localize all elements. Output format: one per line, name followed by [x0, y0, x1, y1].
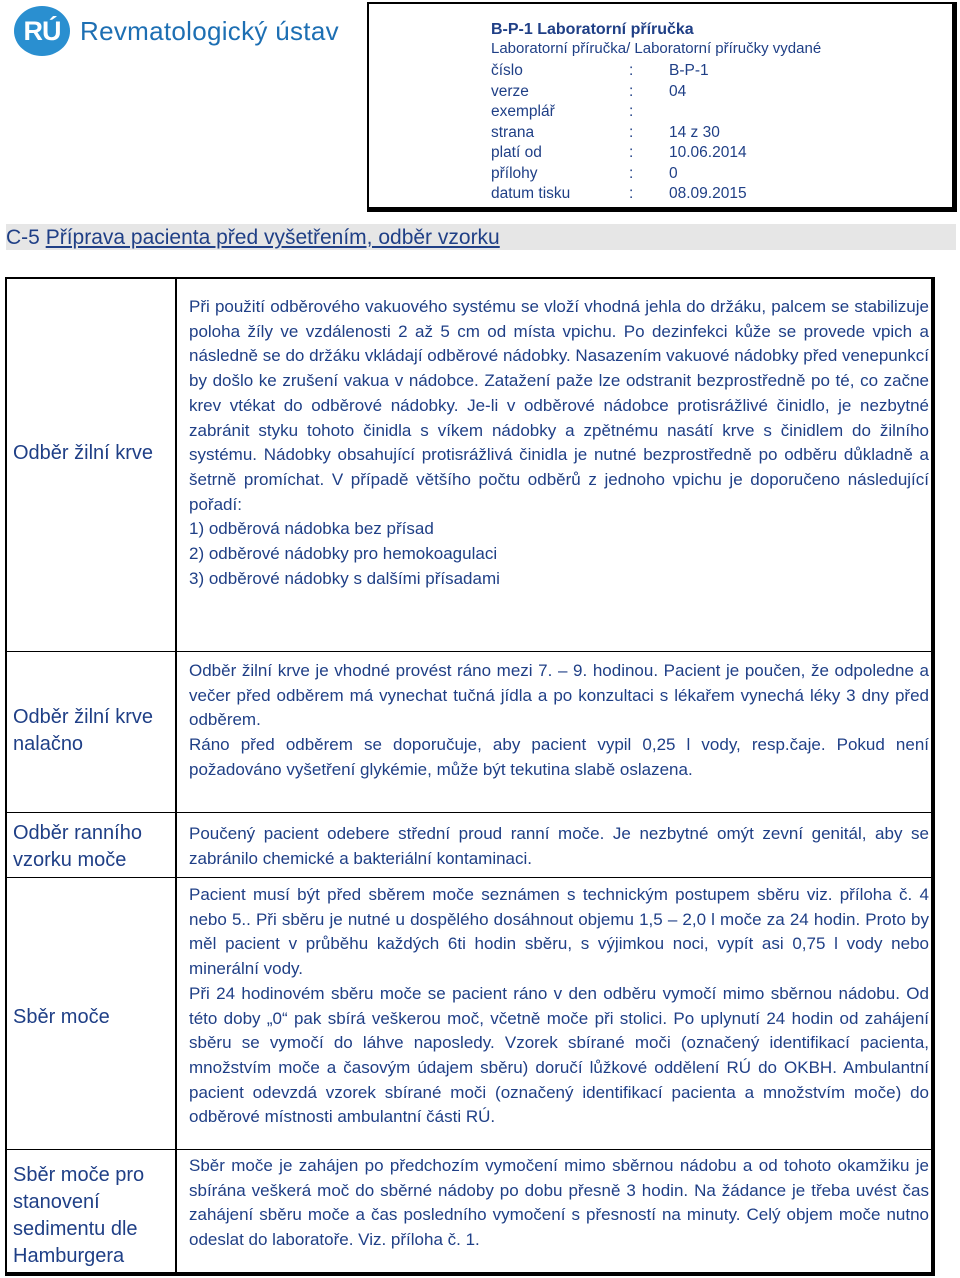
logo-name: Revmatologický ústav — [80, 15, 339, 46]
paragraph: Pacient musí být před sběrem moče seznámen s technickým postupem sběru viz. příloha č. 4 nebo 5.. Při sběru je nutné u dospělého dosáhnout objemu 1,5 – 2,0 l moče za 24 hodin. Proto by měl pacient v průběhu každých 6ti hodin sběru, s výjimkou noci, vypít asi 0,75 l vody nebo minerální vody. — [189, 885, 929, 979]
meta-value: 08.09.2015 — [669, 185, 747, 202]
meta-colon: : — [629, 123, 634, 141]
row-text-fasting-blood — [189, 659, 929, 783]
row-label-urine-collection: Sběr moče — [13, 1006, 110, 1028]
row-label-hamburger-sediment: Sběr moče pro stanovení sedimentu dle Hamburgera — [13, 1164, 145, 1267]
column-divider — [175, 279, 177, 1272]
list-item: 2) odběrové nádobky pro hemokoagulaci — [189, 544, 498, 564]
row-divider — [7, 812, 931, 813]
logo-mark: RÚ — [14, 6, 70, 56]
institute-logo — [14, 6, 339, 56]
meta-colon: : — [629, 82, 634, 100]
paragraph: Odběr žilní krve je vhodné provést ráno mezi 7. – 9. hodinou. Pacient je poučen, že odpoledne a večer před odběrem má vynechat tučná jídla a po konzultaci s lékařem vynechá léky 3 dny před odběrem. — [189, 661, 929, 730]
paragraph: Poučený pacient odebere střední proud ranní moče. Je nezbytné omýt zevní genitál, aby se zabránilo chemické a bakteriální kontaminaci. — [189, 824, 929, 868]
row-divider — [7, 1149, 931, 1150]
meta-row-prilohy — [491, 164, 952, 185]
meta-row-verze — [491, 82, 952, 103]
meta-colon: : — [629, 185, 634, 202]
meta-colon: : — [629, 144, 634, 161]
meta-row-plati-od — [491, 143, 952, 164]
row-text-morning-urine — [189, 822, 929, 871]
section-heading — [6, 226, 500, 250]
paragraph: Při 24 hodinovém sběru moče se pacient ráno v den odběru vymočí mimo sběrnou nádobu. Od této doby „0“ pak sbírá veškerou moč, včetně moče při stolici. Po uplynutí 24 hodin od zahájení sběru se vymočí do láhve naposledy. Vzorek sbírané moči (označený identifikací pacienta, množstvím moče a časovým údajem sběru) doručí lůžkové oddělení RÚ do OKBH. Ambulantní pacient odevzdá vzorek sbírané moči (označený identifikací pacienta a množstvím moče) do odběrové místnosti ambulantní části RÚ. — [189, 983, 929, 1127]
meta-value: B-P-1 — [669, 62, 709, 79]
row-label-morning-urine: Odběr ranního vzorku moče — [13, 822, 142, 871]
meta-colon: : — [629, 164, 634, 182]
list-item: 1) odběrová nádobka bez přísad — [189, 519, 434, 539]
meta-label: verze — [491, 82, 529, 100]
procedures-table — [5, 277, 935, 1276]
document-header — [367, 2, 957, 212]
document-title: B-P-1 Laboratorní příručka — [491, 21, 694, 38]
meta-value: 04 — [669, 82, 687, 100]
meta-label: exemplář — [491, 103, 555, 120]
meta-row-strana — [491, 123, 952, 144]
row-divider — [7, 877, 931, 878]
meta-value: 0 — [669, 164, 678, 182]
meta-label: číslo — [491, 62, 523, 79]
row-divider — [7, 651, 931, 652]
paragraph: Sběr moče je zahájen po předchozím vymočení mimo sběrnou nádobu a od tohoto okamžiku je sbírána veškerá moč do sběrné nádoby po dobu přesně 3 hodin. Na žádance je třeba uvést čas zahájení sběru moče a čas posledního vymočení s přesností na minuty. Celý objem moče nutno odeslat do laboratoře. Viz. příloha č. 1. — [189, 1156, 929, 1250]
section-code: C-5 — [6, 226, 46, 249]
row-text-urine-collection — [189, 883, 929, 1130]
meta-value: 14 z 30 — [669, 123, 720, 141]
meta-label: strana — [491, 123, 535, 141]
paragraph: Ráno před odběrem se doporučuje, aby pacient vypil 0,25 l vody, resp.čaje. Pokud není požadováno vyšetření glykémie, může být tekutina slabě oslazena. — [189, 735, 929, 779]
meta-value: 10.06.2014 — [669, 144, 747, 161]
meta-label: platí od — [491, 144, 542, 161]
row-text-hamburger-sediment — [189, 1154, 929, 1253]
meta-label: datum tisku — [491, 185, 571, 202]
row-text-venous-blood — [189, 295, 929, 591]
row-label-fasting-blood: Odběr žilní krve nalačno — [13, 706, 154, 755]
meta-label: přílohy — [491, 164, 538, 182]
paragraph: Při použití odběrového vakuového systému se vloží vhodná jehla do držáku, palcem se stabilizuje poloha žíly ve vzdálenosti 2 až 5 cm od místa vpichu. Po dezinfekci kůže se provede vpich a následně se do držáku vkládají odběrové nádobky. Nasazením vakuové nádobky před venepunkcí by došlo ke zrušení vakua v nádobce. Zatažení paže lze odstranit bezprostředně po té, co začne krev vtékat do odběrové nádobky. Je-li v odběrové nádobce protisrážlivé činidlo, je nezbytné zabránit styku tohoto činidla s víkem nádobky a zpětnému nasátí krve s činidlem do žilního systému. Nádobky obsahující protisrážlivá činidla je nutné bezprostředně po odběru důkladně a šetrně promíchat. V případě většího počtu odběrů z jednoho vpichu je doporučeno následující pořadí: — [189, 297, 929, 514]
document-subtitle: Laboratorní příručka/ Laboratorní příručky vydané — [491, 40, 822, 57]
meta-row-exemplar — [491, 102, 952, 123]
list-item: 3) odběrové nádobky s dalšími přísadami — [189, 568, 500, 588]
meta-row-cislo — [491, 61, 952, 82]
meta-colon: : — [629, 103, 634, 120]
section-name: Příprava pacienta před vyšetřením, odběr vzorku — [45, 226, 500, 249]
meta-row-datum-tisku — [491, 184, 952, 205]
row-label-venous-blood: Odběr žilní krve — [13, 442, 154, 464]
meta-colon: : — [629, 62, 634, 79]
